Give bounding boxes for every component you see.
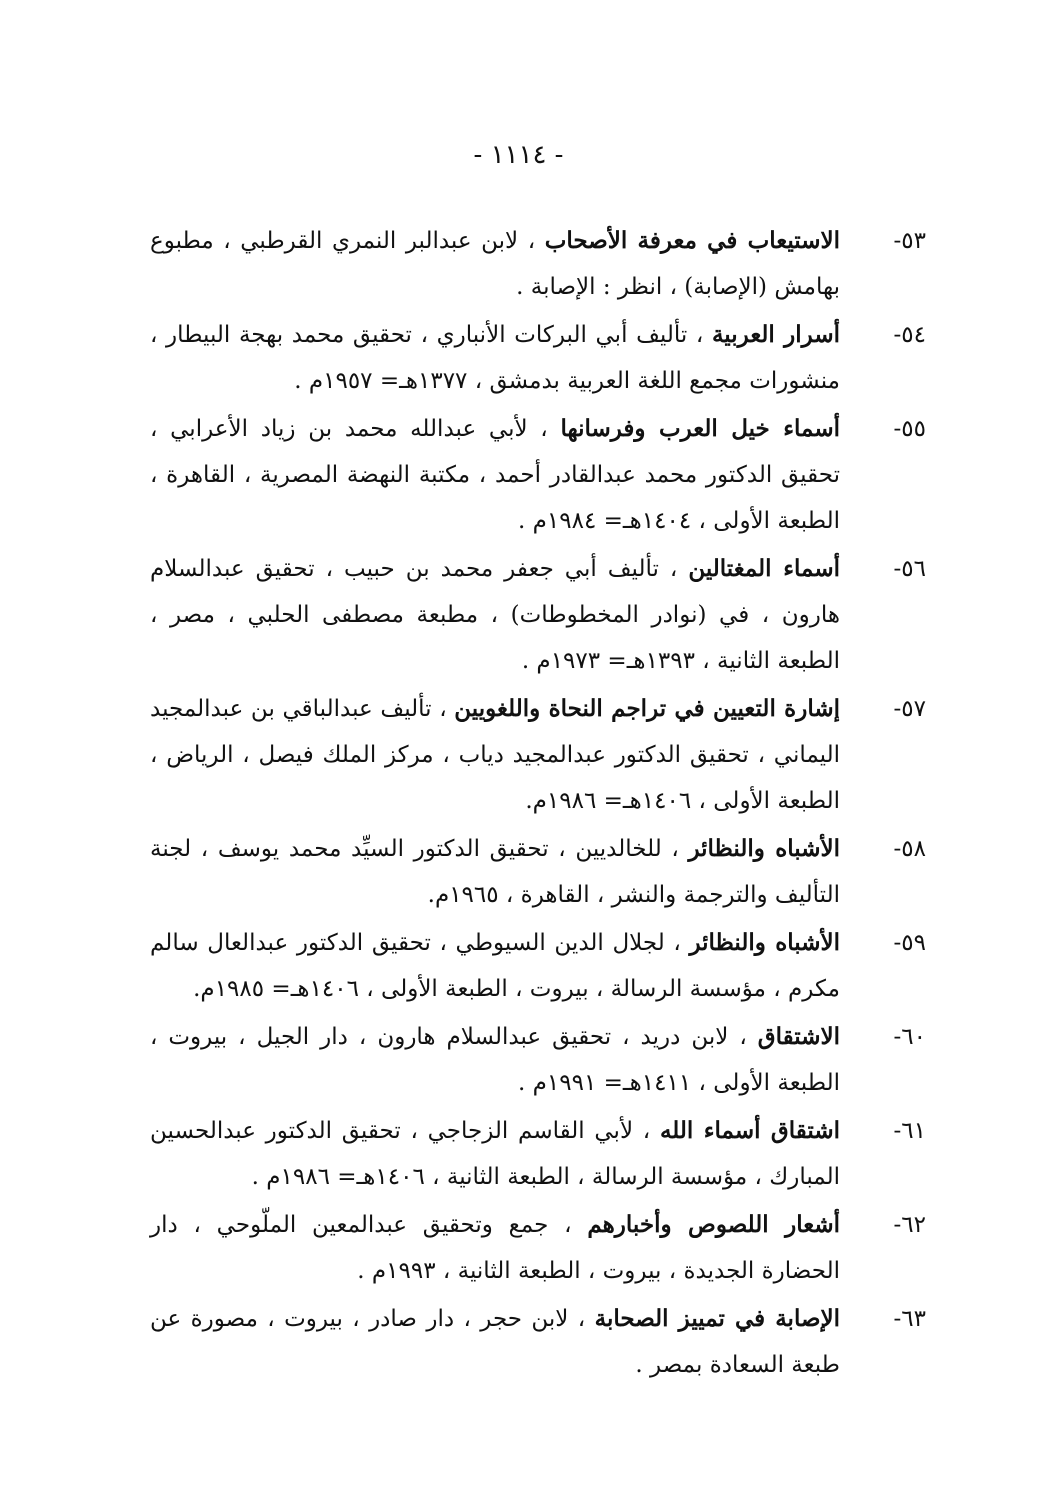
entry-title: الاشتقاق [757,1023,840,1050]
bibliography-entry-61 [150,1108,926,1200]
bibliography-entry-55 [150,406,926,544]
bibliography-entry-60 [150,1014,926,1106]
page-number: - ١١١٤ - [473,140,564,170]
entry-details: ، لابن دريد ، تحقيق عبدالسلام هارون ، دار الجيل ، بيروت ، الطبعة الأولى ، ١٤١١هـ= ١٩٩١م . [150,1024,840,1096]
entry-number: ٥٣- [893,228,926,254]
entry-title: أسماء المغتالين [688,555,840,582]
entry-details: ، لابن حجر ، دار صادر ، بيروت ، مصورة عن طبعة السعادة بمصر . [150,1306,840,1378]
entry-details: ، تأليف أبي جعفر محمد بن حبيب ، تحقيق عبدالسلام هارون ، في (نوادر المخطوطات) ، مطبعة مصطفى الحلبي ، مصر ، الطبعة الثانية ، ١٣٩٣هـ= ١٩٧٣م . [150,556,840,674]
entry-title: الاستيعاب في معرفة الأصحاب [544,227,840,254]
entry-details: ، لجلال الدين السيوطي ، تحقيق الدكتور عبدالعال سالم مكرم ، مؤسسة الرسالة ، بيروت ، الطبعة الأولى ، ١٤٠٦هـ= ١٩٨٥م. [150,930,840,1002]
entry-details: ، تأليف أبي البركات الأنباري ، تحقيق محمد بهجة البيطار ، منشورات مجمع اللغة العربية بدمشق ، ١٣٧٧هـ= ١٩٥٧م . [150,322,840,394]
bibliography-entry-59 [150,920,926,1012]
bibliography-entry-54 [150,312,926,404]
bibliography-entry-57 [150,686,926,824]
entry-number: ٥٨- [893,836,926,862]
entry-number: ٥٤- [893,322,926,348]
entry-details: ، لأبي القاسم الزجاجي ، تحقيق الدكتور عبدالحسين المبارك ، مؤسسة الرسالة ، الطبعة الثانية ، ١٤٠٦هـ= ١٩٨٦م . [150,1118,840,1190]
bibliography-entry-53 [150,218,926,310]
bibliography-entry-62 [150,1202,926,1294]
entry-details: ، لابن عبدالبر النمري القرطبي ، مطبوع بهامش (الإصابة) ، انظر : الإصابة . [150,228,840,300]
entry-title: أسماء خيل العرب وفرسانها [560,415,840,442]
entry-title: الأشباه والنظائر [689,929,840,956]
entry-details: ، جمع وتحقيق عبدالمعين الملّوحي ، دار الحضارة الجديدة ، بيروت ، الطبعة الثانية ، ١٩٩٣م . [150,1212,840,1284]
entry-number: ٦٣- [893,1306,926,1332]
entry-details: ، للخالديين ، تحقيق الدكتور السيِّد محمد يوسف ، لجنة التأليف والترجمة والنشر ، القاهرة ، ١٩٦٥م. [150,836,840,908]
bibliography-list [150,218,926,1390]
entry-number: ٦٢- [893,1212,926,1238]
entry-details: ، لأبي عبدالله محمد بن زياد الأعرابي ، تحقيق الدكتور محمد عبدالقادر أحمد ، مكتبة النهضة المصرية ، القاهرة ، الطبعة الأولى ، ١٤٠٤هـ= ١٩٨٤م . [150,416,840,534]
entry-number: ٥٥- [893,416,926,442]
entry-number: ٥٧- [893,696,926,722]
entry-title: اشتقاق أسماء الله [659,1117,840,1144]
bibliography-entry-56 [150,546,926,684]
entry-title: الأشباه والنظائر [688,835,840,862]
entry-title: الإصابة في تمييز الصحابة [594,1305,840,1332]
entry-number: ٦١- [893,1118,926,1144]
entry-title: أسرار العربية [711,321,840,348]
entry-title: إشارة التعيين في تراجم النحاة واللغويين [454,695,841,722]
bibliography-entry-58 [150,826,926,918]
entry-details: ، تأليف عبدالباقي بن عبدالمجيد اليماني ، تحقيق الدكتور عبدالمجيد دياب ، مركز الملك فيصل ، الرياض ، الطبعة الأولى ، ١٤٠٦هـ= ١٩٨٦م. [150,696,840,814]
entry-number: ٥٩- [893,930,926,956]
entry-title: أشعار اللصوص وأخبارهم [587,1211,841,1238]
bibliography-entry-63 [150,1296,926,1388]
entry-number: ٦٠- [893,1024,926,1050]
entry-number: ٥٦- [893,556,926,582]
